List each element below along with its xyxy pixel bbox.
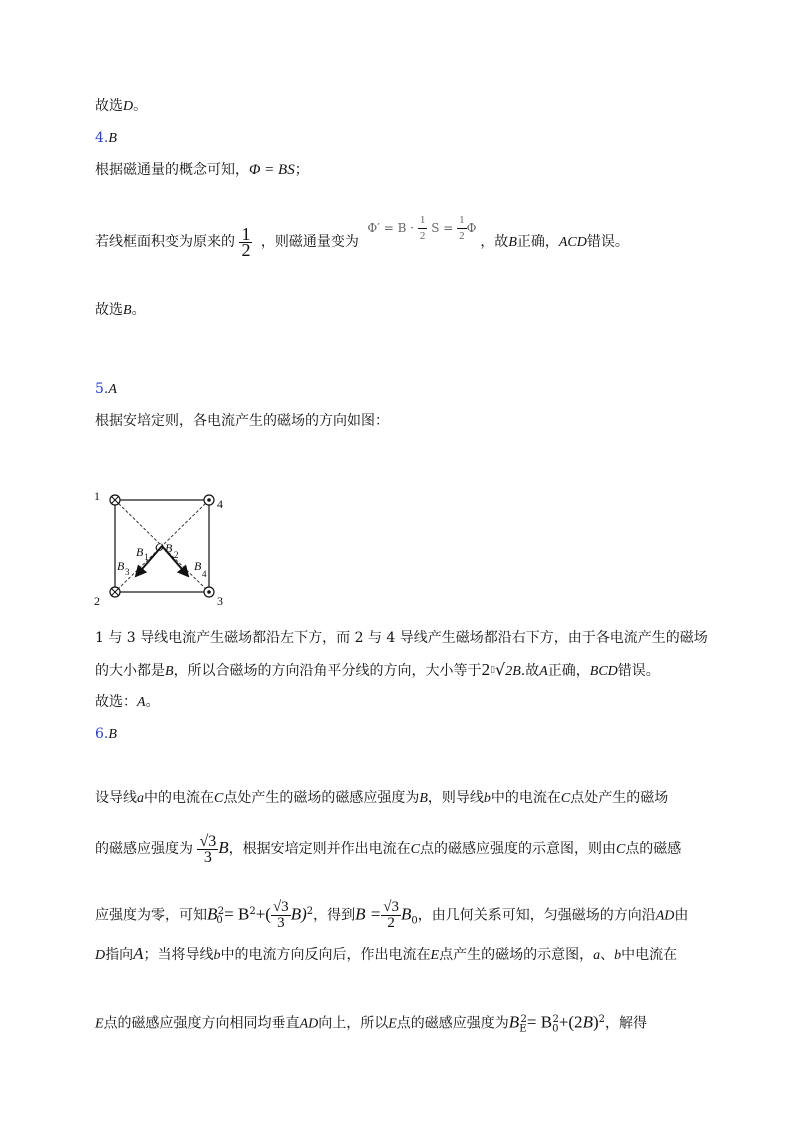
conductor-2-cross	[110, 587, 120, 597]
corner-label-4: 4	[217, 497, 223, 511]
answer-header	[95, 379, 117, 400]
text-line: 的磁感应强度为 $\frac{√3}{3}$ B，根据安培定则并作出电流在C点的磁感应强度的示意图，则由C点的磁感	[95, 832, 682, 866]
text: 根据磁通量的概念可知，	[95, 162, 249, 178]
text-line	[95, 96, 147, 117]
text-line: 的大小都是B，所以合磁场的方向沿角平分线的方向，大小等于2▯√2B.故A正确，BCD错误。	[95, 660, 660, 679]
corner-label-2: 2	[94, 594, 100, 608]
answer-header	[95, 128, 117, 149]
text-line: 根据安培定则，各电流产生的磁场的方向如图：	[95, 413, 389, 429]
corner-label-3: 3	[217, 594, 223, 608]
text-line: 故选B。	[95, 302, 146, 318]
label-sub-3: 3	[125, 567, 130, 577]
text: 若线框面积变为原来的	[95, 234, 235, 250]
fraction: $\frac{√3}{3}$	[272, 899, 289, 932]
answer-number: 5.	[95, 381, 109, 397]
text: ，故	[480, 234, 509, 250]
text-line: 1 与 3 导线电流产生磁场都沿左下方，而 2 与 4 导线产生磁场都沿右下方，由于各电流产生的磁场	[95, 630, 708, 646]
fraction: $\frac{1}{2}$	[241, 223, 251, 260]
text-line: 应强度为零，可知$B_0^2= B^2+$( $\frac{√3}{3}$ B)$^2$，得到B = $\frac{√3}{2}$ $B_0$，由几何关系可知，匀强磁场的方向沿AD由	[95, 899, 689, 932]
answer-letter: B	[108, 727, 117, 742]
text: ；	[294, 162, 309, 178]
answer-letter: A	[108, 382, 117, 397]
label-B: B	[165, 541, 173, 555]
answer-number: 4.	[95, 130, 109, 146]
label-B: B	[117, 559, 125, 573]
conductor-1-cross	[110, 495, 120, 505]
label-B: B	[194, 559, 202, 573]
text-line: E点的磁感应强度方向相同均垂直AD向上，所以E点的磁感应强度为$B_E^2= B_0^2+(2B)^2$，解得	[95, 1012, 647, 1035]
text-line: D指向A；当将导线b中的电流方向反向后，作出电流在E点产生的磁场的示意图，a、b中电流在	[95, 944, 678, 963]
label-O: O	[155, 540, 164, 554]
label-B: B	[136, 545, 144, 559]
answer-number: 6.	[95, 726, 109, 742]
text: ，则磁通量变为	[260, 234, 359, 250]
text-line: 若线框面积变为原来的 $\frac{1}{2}$ ，则磁通量变为 Φ′ = B · $\frac{1}{2}$ S = $\frac{1}{2}$ Φ ，故B正确，ACD错误。	[95, 214, 629, 260]
magnetic-field-diagram	[88, 486, 228, 610]
answer-letter: B	[108, 131, 117, 146]
label-sub-1: 1	[144, 552, 149, 562]
formula: Φ′ = B · $\frac{1}{2}$ S = $\frac{1}{2}$ Φ	[367, 214, 477, 242]
text-line: 设导线a中的电流在C点处产生的磁场的磁感应强度为B，则导线b中的电流在C点处产生的磁场	[95, 790, 669, 806]
corner-label-1: 1	[94, 489, 100, 503]
text: D	[123, 99, 134, 114]
text: 故选	[95, 98, 123, 114]
conductor-4-dot	[204, 495, 214, 505]
answer-header	[95, 724, 117, 745]
text-line	[95, 160, 309, 180]
formula: Φ = BS	[249, 162, 295, 178]
text-line: 故选：A。	[95, 694, 160, 710]
label-sub-4: 4	[202, 569, 207, 579]
fraction: $\frac{√3}{2}$	[383, 899, 399, 932]
label-sub-2: 2	[174, 550, 179, 560]
fraction: $\frac{√3}{3}$	[199, 832, 217, 866]
text: 。	[133, 98, 148, 114]
conductor-3-dot	[204, 587, 214, 597]
